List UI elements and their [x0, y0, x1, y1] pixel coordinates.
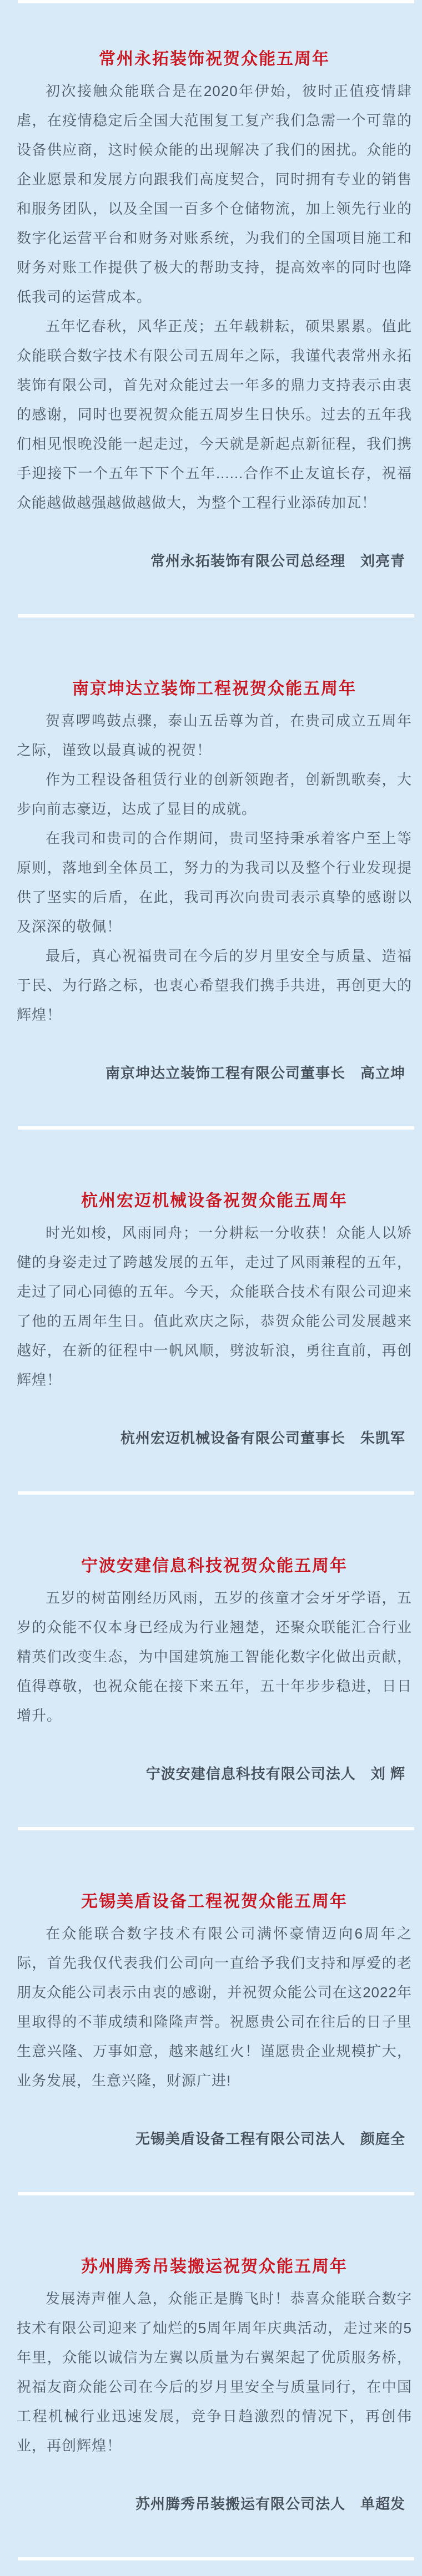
paragraph: 发展涛声催人急，众能正是腾飞时！恭喜众能联合数字技术有限公司迎来了灿烂的5周年周年庆典活动，走过来的5年里，众能以诚信为左翼以质量为右翼架起了优质服务桥，祝福友商众能公司在今后的岁月里安全与质量同行，在中国工程机械行业迅速发展，竞争日趋激烈的情况下，再创伟业，再创辉煌！ — [17, 2290, 412, 2454]
greeting-section-changzhou — [0, 48, 422, 572]
paragraph: 在众能联合数字技术有限公司满怀豪情迈向6周年之际，首先我仅代表我们公司向一直给予我们支持和厚爱的老朋友众能公司表示由衷的感谢，并祝贺众能公司在这2022年里取得的不菲成绩和隆隆声誉。祝愿贵公司在往后的日子里生意兴隆、万事如意，越来越红火！谨愿贵企业规模扩大，业务发展，生意兴隆，财源广进! — [17, 1925, 412, 2089]
section-title: 苏州腾秀吊装搬运祝贺众能五周年 — [81, 2258, 348, 2276]
top-divider — [18, 0, 414, 3]
signature: 南京坤达立装饰工程有限公司董事长 高立坤 — [105, 1065, 405, 1081]
section-title: 杭州宏迈机械设备祝贺众能五周年 — [81, 1192, 348, 1210]
section-divider — [18, 2192, 414, 2195]
signature: 无锡美盾设备工程有限公司法人 颜庭全 — [135, 2130, 405, 2147]
paragraph: 五岁的树苗刚经历风雨，五岁的孩童才会牙牙学语，五岁的众能不仅本身已经成为行业翘楚，还聚众联能汇合行业精英们改变生态，为中国建筑施工智能化数字化做出贡献，值得尊敬，也祝众能在接下来五年，五十年步步稳进，日日增升。 — [17, 1590, 412, 1724]
paragraph: 在我司和贵司的合作期间，贵司坚持秉承着客户至上等原则，落地到全体员工，努力的为我司以及整个行业发现提供了坚实的后盾，在此，我司再次向贵司表示真挚的感谢以及深深的敬佩！ — [17, 830, 412, 935]
section-divider — [18, 1827, 414, 1830]
section-title: 无锡美盾设备工程祝贺众能五周年 — [81, 1892, 348, 1911]
greeting-section-ningbo — [0, 1555, 422, 1785]
section-divider — [18, 1491, 414, 1495]
section-title: 常州永拓装饰祝贺众能五周年 — [99, 50, 330, 68]
bottom-divider — [18, 2557, 414, 2560]
section-title: 宁波安建信息科技祝贺众能五周年 — [81, 1557, 348, 1575]
paragraph: 最后，真心祝福贵司在今后的岁月里安全与质量、造福于民、为行路之标，也衷心希望我们携手共进，再创更大的辉煌！ — [17, 948, 412, 1023]
greeting-section-wuxi — [0, 1890, 422, 2150]
greeting-section-nanjing — [0, 677, 422, 1084]
paragraph: 作为工程设备租赁行业的创新领跑者，创新凯歌奏，大步向前志豪迈，达成了显目的成就。 — [17, 771, 412, 817]
signature: 杭州宏迈机械设备有限公司董事长 朱凯军 — [120, 1430, 405, 1446]
section-title: 南京坤达立装饰工程祝贺众能五周年 — [72, 680, 356, 698]
signature: 苏州腾秀吊装搬运有限公司法人 单超发 — [135, 2496, 405, 2512]
paragraph: 五年忆春秋，风华正茂；五年载耕耘，硕果累累。值此众能联合数字技术有限公司五周年之际，我谨代表常州永拓装饰有限公司，首先对众能过去一年多的鼎力支持表示由衷的感谢，同时也要祝贺众能五周岁生日快乐。过去的五年我们相见恨晚没能一起走过，今天就是新起点新征程，我们携手迎接下一个五年下下个五年......合作不止友谊长存，祝福众能越做越强越做越做大，为整个工程行业添砖加瓦！ — [17, 318, 412, 511]
paragraph: 初次接触众能联合是在2020年伊始，彼时正值疫情肆虐，在疫情稳定后全国大范围复工复产我们急需一个可靠的设备供应商，这时候众能的出现解决了我们的困扰。众能的企业愿景和发展方向跟我们高度契合，同时拥有专业的销售和服务团队，以及全国一百多个仓储物流，加上领先行业的数字化运营平台和财务对账系统，为我们的全国项目施工和财务对账工作提供了极大的帮助支持，提高效率的同时也降低我司的运营成本。 — [17, 83, 412, 305]
greeting-section-suzhou — [0, 2255, 422, 2515]
paragraph: 贺喜啰鸣鼓点骤，泰山五岳尊为首，在贵司成立五周年之际，谨致以最真诚的祝贺！ — [17, 712, 412, 758]
section-divider — [18, 614, 414, 618]
paragraph: 时光如梭，风雨同舟；一分耕耘一分收获！众能人以矫健的身姿走过了跨越发展的五年，走过了风雨兼程的五年，走过了同心同德的五年。今天，众能联合技术有限公司迎来了他的五周年生日。值此欢庆之际，恭贺众能公司发展越来越好，在新的征程中一帆风顺，劈波斩浪，勇往直前，再创辉煌！ — [17, 1224, 412, 1388]
signature: 宁波安建信息科技有限公司法人 刘 辉 — [145, 1765, 405, 1782]
greeting-section-hangzhou — [0, 1190, 422, 1449]
section-divider — [18, 1126, 414, 1130]
signature: 常州永拓装饰有限公司总经理 刘亮青 — [150, 553, 405, 569]
